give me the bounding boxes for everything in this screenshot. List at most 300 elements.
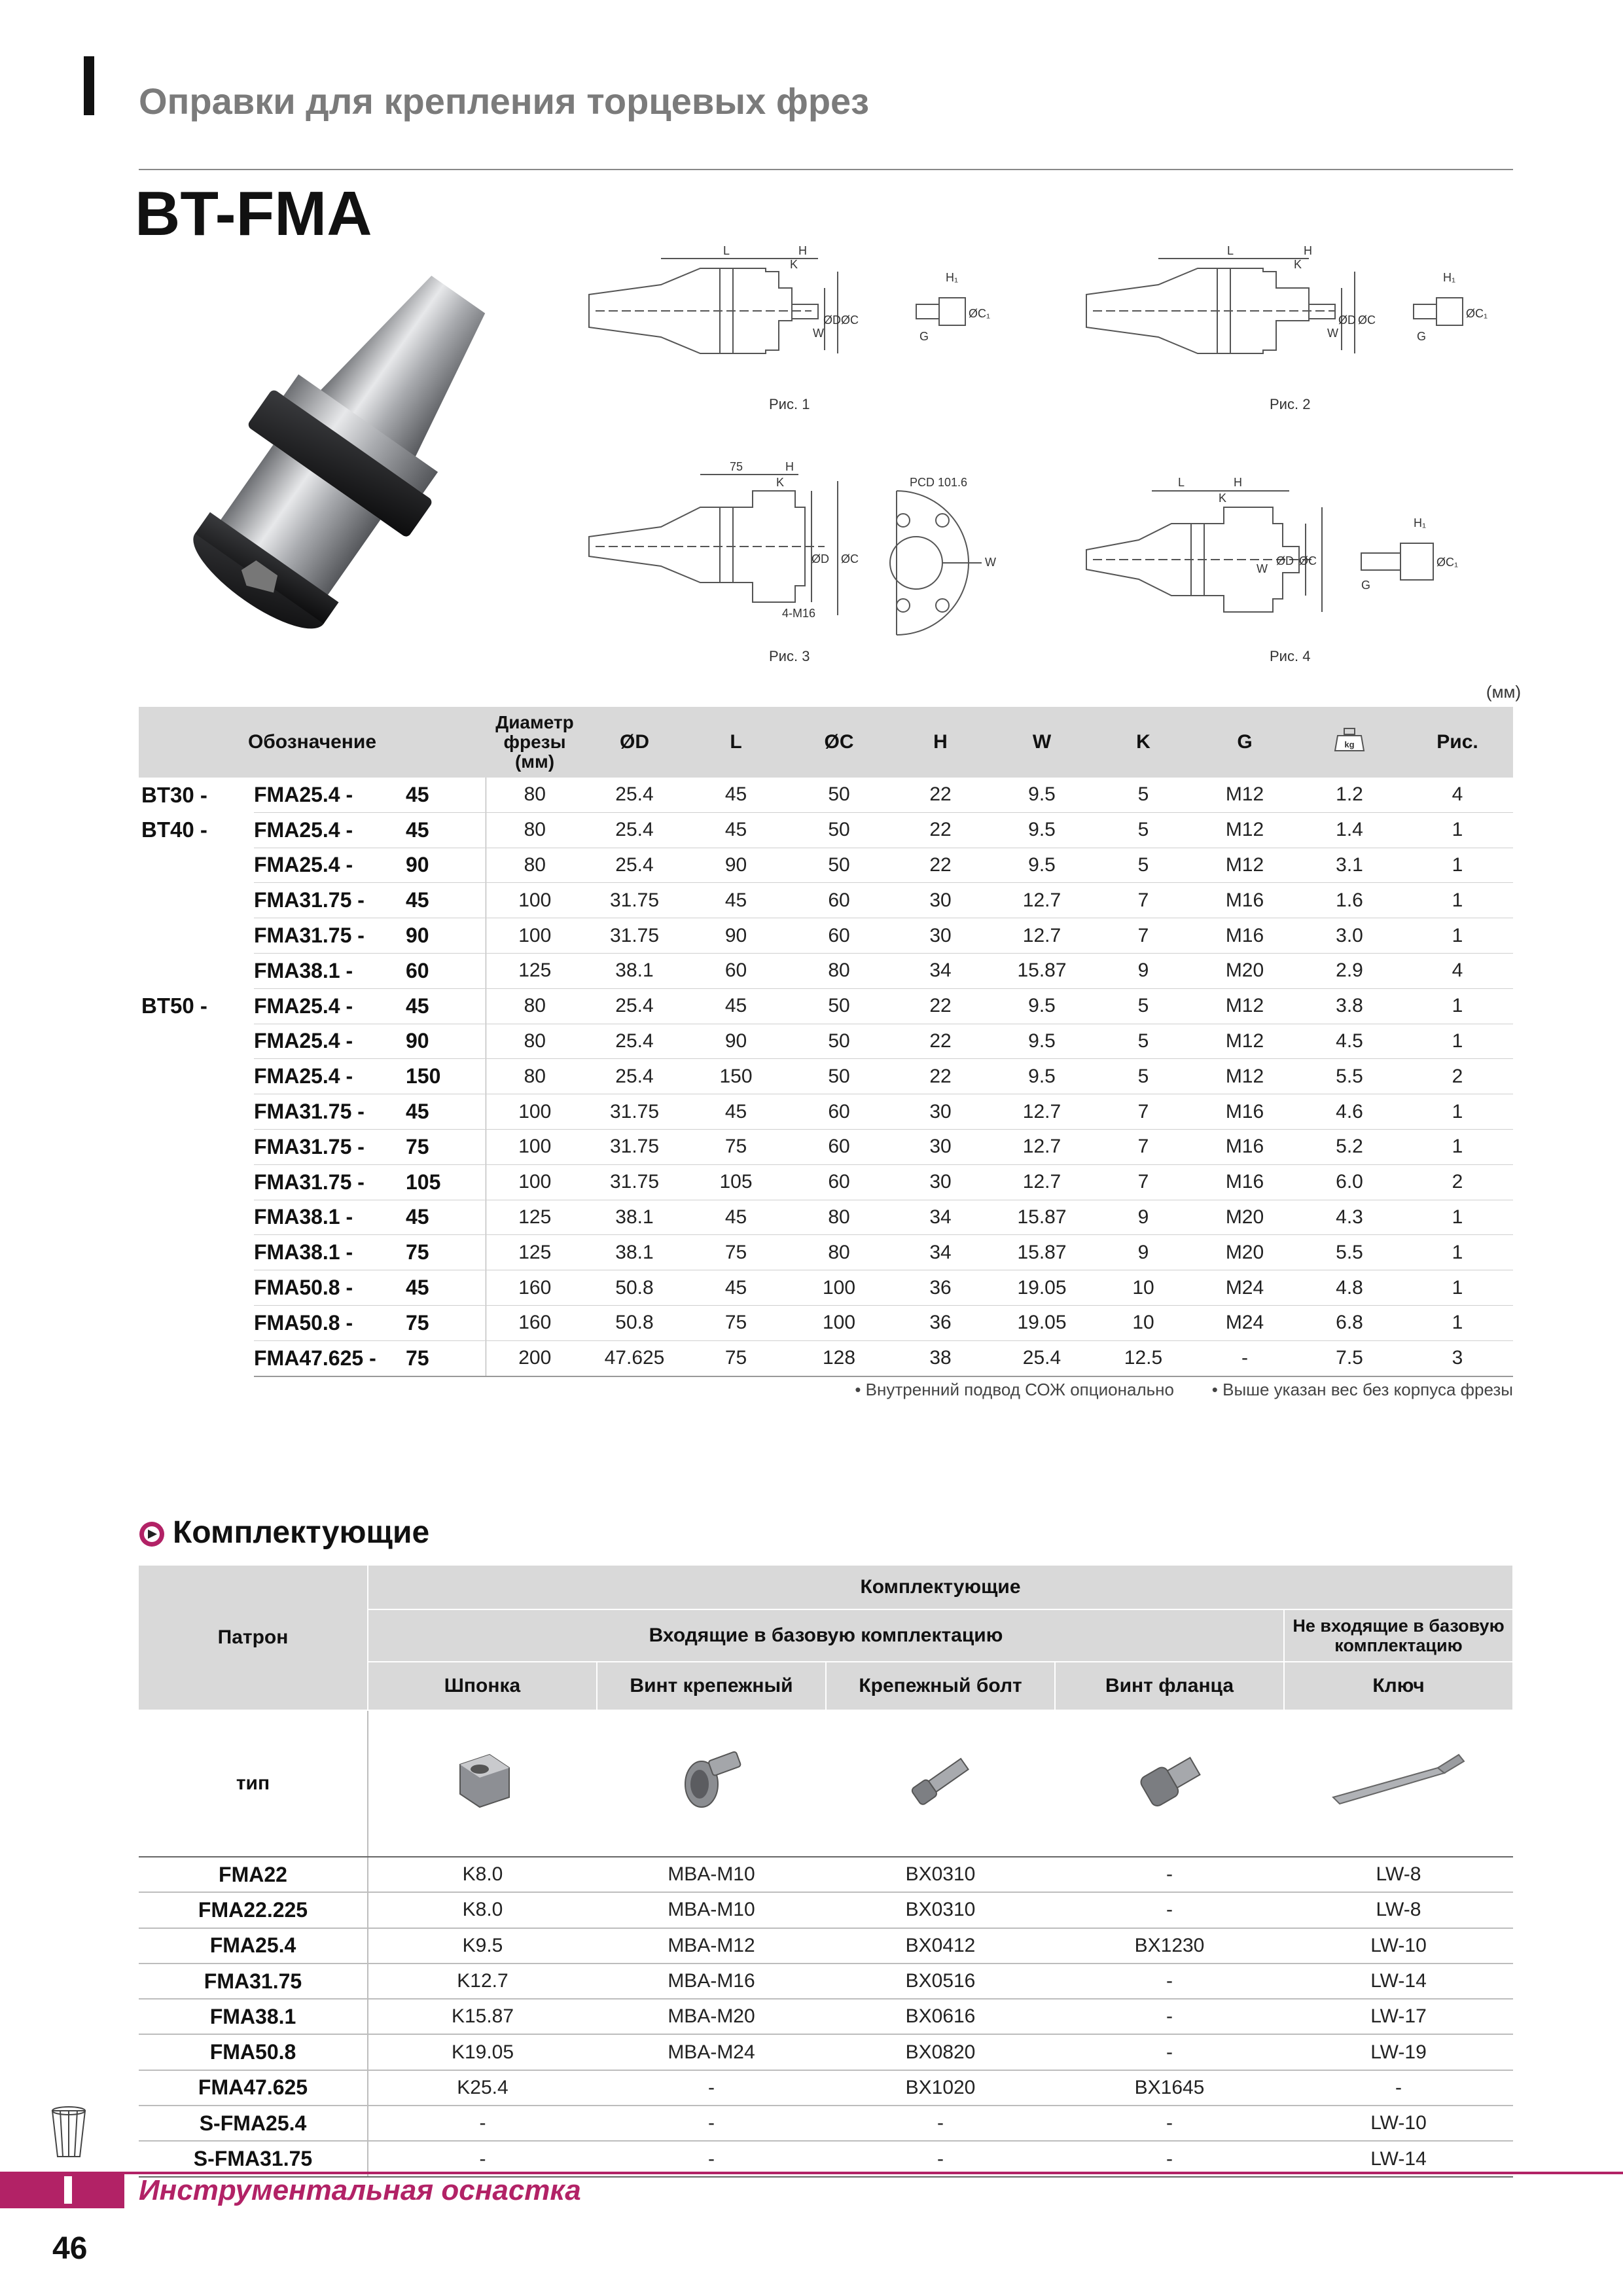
spec-row	[139, 918, 1513, 954]
spec-cell-w: 12.7	[990, 1094, 1094, 1130]
spec-cell-fig: 1	[1402, 1200, 1513, 1235]
spec-cell-d: 31.75	[584, 1164, 685, 1200]
spec-cell-kg: 3.1	[1297, 848, 1402, 883]
spec-cell-k: 12.5	[1094, 1340, 1192, 1376]
spec-code: FMA31.75 -	[254, 918, 406, 954]
spec-cell-k: 7	[1094, 883, 1192, 918]
fig3-label-m: 4-M16	[782, 607, 816, 620]
accessory-cell-wrench: LW-17	[1284, 1999, 1513, 2034]
fig3-label-w: W	[985, 556, 996, 569]
spec-series	[139, 1200, 254, 1235]
col-w: W	[990, 707, 1094, 778]
spec-cell-l: 75	[685, 1129, 787, 1164]
accessory-cell-wrench: LW-14	[1284, 2141, 1513, 2176]
fig1-label-w: W	[813, 327, 824, 340]
spec-cell-c: 60	[787, 1094, 891, 1130]
footer-section-marker	[64, 2176, 72, 2204]
fig4-label-w: W	[1257, 562, 1268, 575]
fig3-label-k: K	[776, 476, 785, 489]
accessory-cell-wrench: LW-8	[1284, 1857, 1513, 1892]
spec-cell-diam: 125	[486, 953, 584, 988]
spec-length-code: 45	[406, 988, 486, 1024]
col-g: G	[1192, 707, 1297, 778]
spec-cell-k: 7	[1094, 1094, 1192, 1130]
spec-cell-diam: 160	[486, 1305, 584, 1340]
spec-cell-w: 15.87	[990, 1235, 1094, 1270]
drawing-fig-4	[1073, 461, 1518, 664]
col-k: K	[1094, 707, 1192, 778]
spec-cell-g: M12	[1192, 1059, 1297, 1094]
accessory-row	[139, 1857, 1513, 1892]
spec-length-code: 105	[406, 1164, 486, 1200]
spec-code: FMA38.1 -	[254, 1235, 406, 1270]
spec-cell-g: M20	[1192, 1200, 1297, 1235]
spec-cell-d: 25.4	[584, 848, 685, 883]
spec-table	[139, 707, 1513, 1377]
accessory-cell-wrench: LW-14	[1284, 1964, 1513, 1999]
spec-cell-h: 36	[891, 1270, 990, 1306]
spec-cell-kg: 2.9	[1297, 953, 1402, 988]
fig1-label-c: ØC	[841, 314, 859, 327]
spec-cell-kg: 4.3	[1297, 1200, 1402, 1235]
spec-cell-g: M16	[1192, 1094, 1297, 1130]
spec-cell-l: 150	[685, 1059, 787, 1094]
accessory-cell-screw: -	[597, 2070, 826, 2106]
spec-cell-diam: 160	[486, 1270, 584, 1306]
col-designation: Обозначение	[139, 707, 486, 778]
fig2-label-c1: ØC₁	[1466, 307, 1488, 320]
spec-cell-kg: 1.4	[1297, 812, 1402, 848]
spec-series: BT40 -	[141, 817, 207, 842]
spec-cell-g: M20	[1192, 953, 1297, 988]
spec-row	[139, 883, 1513, 918]
accessory-cell-key: -	[368, 2106, 597, 2141]
accessory-cell-screw: MBA-M20	[597, 1999, 826, 2034]
spec-cell-c: 50	[787, 848, 891, 883]
spec-cell-w: 9.5	[990, 778, 1094, 812]
spec-cell-c: 50	[787, 1059, 891, 1094]
spec-cell-h: 36	[891, 1305, 990, 1340]
spec-cell-g: M24	[1192, 1270, 1297, 1306]
accessory-cell-bolt: BX0412	[826, 1928, 1055, 1964]
accessory-cell-flange: BX1230	[1055, 1928, 1284, 1964]
spec-cell-c: 80	[787, 953, 891, 988]
accessories-title: Комплектующие	[173, 1515, 430, 1550]
spec-cell-d: 31.75	[584, 1129, 685, 1164]
spec-cell-h: 22	[891, 778, 990, 812]
footer-tab	[0, 2172, 124, 2208]
spec-row	[139, 1164, 1513, 1200]
spec-cell-h: 34	[891, 1235, 990, 1270]
spec-cell-w: 15.87	[990, 1200, 1094, 1235]
spec-cell-kg: 5.5	[1297, 1059, 1402, 1094]
spec-cell-k: 9	[1094, 953, 1192, 988]
accessory-holder: FMA47.625	[139, 2070, 368, 2106]
accessory-cell-bolt: BX0310	[826, 1892, 1055, 1928]
spec-code: FMA25.4 -	[254, 848, 406, 883]
fig3-label-pcd: PCD 101.6	[910, 476, 968, 489]
spec-cell-c: 80	[787, 1200, 891, 1235]
spec-cell-fig: 1	[1402, 848, 1513, 883]
spec-series	[139, 953, 254, 988]
spec-series	[139, 1340, 254, 1376]
spec-cell-kg: 7.5	[1297, 1340, 1402, 1376]
spec-cell-diam: 80	[486, 848, 584, 883]
weight-icon-label: kg	[1344, 740, 1355, 749]
spec-cell-h: 30	[891, 1129, 990, 1164]
spec-cell-d: 25.4	[584, 1059, 685, 1094]
spec-code: FMA31.75 -	[254, 883, 406, 918]
spec-code: FMA25.4 -	[254, 988, 406, 1024]
spec-cell-l: 45	[685, 1270, 787, 1306]
spec-cell-g: M24	[1192, 1305, 1297, 1340]
spec-cell-kg: 1.6	[1297, 883, 1402, 918]
accessory-cell-flange: -	[1055, 1892, 1284, 1928]
spec-cell-l: 90	[685, 1024, 787, 1059]
spec-cell-d: 25.4	[584, 988, 685, 1024]
accessory-holder: FMA25.4	[139, 1928, 368, 1964]
spec-cell-diam: 80	[486, 812, 584, 848]
spec-cell-l: 45	[685, 1200, 787, 1235]
spec-series	[139, 883, 254, 918]
spec-cell-h: 22	[891, 988, 990, 1024]
spec-cell-l: 45	[685, 812, 787, 848]
col-included: Входящие в базовую комплектацию	[368, 1609, 1284, 1662]
spec-length-code: 45	[406, 1094, 486, 1130]
spec-row	[139, 778, 1513, 812]
fig4-label-d: ØD	[1276, 554, 1294, 567]
spec-length-code: 45	[406, 812, 486, 848]
accessory-row	[139, 1999, 1513, 2034]
accessory-holder: FMA22.225	[139, 1892, 368, 1928]
accessory-holder: FMA50.8	[139, 2034, 368, 2070]
spec-cell-fig: 1	[1402, 1305, 1513, 1340]
bolt-icon	[901, 1742, 980, 1820]
accessory-cell-flange: -	[1055, 2141, 1284, 2176]
accessory-cell-flange: -	[1055, 1964, 1284, 1999]
fig3-label-d: ØD	[812, 552, 829, 565]
spec-cell-d: 47.625	[584, 1340, 685, 1376]
spec-cell-fig: 1	[1402, 1024, 1513, 1059]
spec-cell-h: 34	[891, 953, 990, 988]
spec-cell-w: 9.5	[990, 1024, 1094, 1059]
col-l: L	[685, 707, 787, 778]
spec-cell-l: 90	[685, 918, 787, 954]
drawing-fig-2	[1073, 232, 1518, 412]
spec-cell-d: 25.4	[584, 1024, 685, 1059]
spec-length-code: 75	[406, 1305, 486, 1340]
spec-cell-fig: 4	[1402, 953, 1513, 988]
spec-cell-k: 5	[1094, 988, 1192, 1024]
spec-length-code: 90	[406, 1024, 486, 1059]
fig2-label-d: ØD	[1338, 314, 1356, 327]
spec-cell-l: 90	[685, 848, 787, 883]
spec-cell-fig: 2	[1402, 1164, 1513, 1200]
accessory-cell-screw: -	[597, 2141, 826, 2176]
fig2-label-w: W	[1327, 327, 1338, 340]
spec-series	[139, 1270, 254, 1306]
accessory-cell-key: K15.87	[368, 1999, 597, 2034]
spec-cell-kg: 4.8	[1297, 1270, 1402, 1306]
spec-series	[139, 848, 254, 883]
spec-cell-g: M16	[1192, 1164, 1297, 1200]
spec-cell-k: 10	[1094, 1270, 1192, 1306]
accessory-cell-wrench: LW-10	[1284, 2106, 1513, 2141]
accessory-cell-flange: -	[1055, 1857, 1284, 1892]
spec-cell-w: 9.5	[990, 1059, 1094, 1094]
screw-icon	[672, 1742, 751, 1820]
spec-cell-w: 9.5	[990, 848, 1094, 883]
spec-cell-h: 30	[891, 883, 990, 918]
fig3-caption: Рис. 3	[769, 648, 810, 664]
accessory-holder: FMA38.1	[139, 1999, 368, 2034]
spec-cell-kg: 4.5	[1297, 1024, 1402, 1059]
accessory-cell-bolt: BX0820	[826, 2034, 1055, 2070]
spec-row	[139, 1270, 1513, 1306]
spec-cell-diam: 80	[486, 1024, 584, 1059]
spec-cell-fig: 1	[1402, 1129, 1513, 1164]
spec-cell-h: 22	[891, 812, 990, 848]
spec-cell-w: 12.7	[990, 1129, 1094, 1164]
flange-screw-image	[1055, 1710, 1284, 1857]
spec-cell-d: 31.75	[584, 918, 685, 954]
spec-length-code: 45	[406, 883, 486, 918]
spec-cell-h: 34	[891, 1200, 990, 1235]
drawing-fig-1	[576, 232, 1021, 412]
fig3-label-c: ØC	[841, 552, 859, 565]
spec-cell-c: 50	[787, 1024, 891, 1059]
accessory-cell-bolt: BX1020	[826, 2070, 1055, 2106]
accessories-table	[139, 1564, 1514, 2178]
spec-cell-g: M16	[1192, 1129, 1297, 1164]
accessory-cell-screw: MBA-M12	[597, 1928, 826, 1964]
accessory-cell-screw: MBA-M16	[597, 1964, 826, 1999]
accessory-cell-key: -	[368, 2141, 597, 2176]
spec-cell-c: 100	[787, 1270, 891, 1306]
fig4-label-k: K	[1219, 492, 1227, 505]
footer-section-title: Инструментальная оснастка	[139, 2174, 581, 2206]
accessory-cell-flange: -	[1055, 1999, 1284, 2034]
spec-cell-fig: 1	[1402, 1094, 1513, 1130]
col-h: H	[891, 707, 990, 778]
spec-cell-w: 19.05	[990, 1305, 1094, 1340]
spec-cell-fig: 3	[1402, 1340, 1513, 1376]
spec-length-code: 75	[406, 1340, 486, 1376]
fig2-label-h1: H₁	[1443, 271, 1456, 284]
col-weight	[1297, 707, 1402, 778]
spec-cell-g: M12	[1192, 778, 1297, 812]
accessory-cell-key: K19.05	[368, 2034, 597, 2070]
spec-cell-g: M12	[1192, 848, 1297, 883]
spec-cell-c: 60	[787, 1164, 891, 1200]
spec-cell-diam: 125	[486, 1235, 584, 1270]
spec-cell-l: 75	[685, 1235, 787, 1270]
spec-series	[139, 1305, 254, 1340]
accessory-cell-wrench: LW-10	[1284, 1928, 1513, 1964]
spec-cell-diam: 100	[486, 1129, 584, 1164]
spec-cell-w: 12.7	[990, 918, 1094, 954]
spec-row	[139, 953, 1513, 988]
spec-cell-g: M16	[1192, 883, 1297, 918]
accessory-holder: FMA22	[139, 1857, 368, 1892]
col-bolt: Крепежный болт	[826, 1662, 1055, 1710]
spec-cell-k: 7	[1094, 1164, 1192, 1200]
fig4-caption: Рис. 4	[1270, 648, 1311, 664]
page-number: 46	[52, 2231, 88, 2266]
spec-cell-h: 22	[891, 1024, 990, 1059]
key-slot-image	[368, 1710, 597, 1857]
spec-series	[139, 918, 254, 954]
spec-row	[139, 1129, 1513, 1164]
spec-length-code: 45	[406, 778, 486, 812]
spec-code: FMA25.4 -	[254, 812, 406, 848]
accessory-cell-key: K9.5	[368, 1928, 597, 1964]
col-not-included: Не входящие в базовую комплектацию	[1284, 1609, 1513, 1662]
accessory-row	[139, 1964, 1513, 1999]
spec-length-code: 90	[406, 848, 486, 883]
spec-cell-d: 50.8	[584, 1270, 685, 1306]
header-divider	[139, 169, 1513, 170]
spec-cell-k: 5	[1094, 1059, 1192, 1094]
spec-cell-l: 45	[685, 883, 787, 918]
spec-cell-fig: 1	[1402, 1270, 1513, 1306]
spec-row	[139, 1235, 1513, 1270]
spec-code: FMA25.4 -	[254, 1024, 406, 1059]
spec-cell-d: 31.75	[584, 883, 685, 918]
spec-cell-h: 30	[891, 918, 990, 954]
accessory-cell-screw: MBA-M10	[597, 1857, 826, 1892]
accessory-cell-wrench: LW-8	[1284, 1892, 1513, 1928]
spec-code: FMA31.75 -	[254, 1164, 406, 1200]
fig4-label-h: H	[1234, 476, 1242, 489]
spec-code: FMA50.8 -	[254, 1270, 406, 1306]
spec-cell-h: 30	[891, 1094, 990, 1130]
flange-screw-icon	[1130, 1742, 1209, 1820]
spec-cell-k: 9	[1094, 1200, 1192, 1235]
fig1-label-h1: H₁	[946, 271, 959, 284]
units-label: (мм)	[1486, 682, 1521, 702]
fig1-label-c1: ØC₁	[969, 307, 991, 320]
spec-code: FMA31.75 -	[254, 1094, 406, 1130]
accessory-cell-wrench: LW-19	[1284, 2034, 1513, 2070]
spec-row	[139, 1059, 1513, 1094]
fig1-label-l: L	[723, 244, 730, 257]
spec-cell-kg: 3.8	[1297, 988, 1402, 1024]
arrow-circle-icon	[139, 1521, 165, 1547]
fig1-label-k: K	[790, 258, 798, 271]
spec-length-code: 75	[406, 1129, 486, 1164]
spec-cell-g: -	[1192, 1340, 1297, 1376]
key-slot-icon	[444, 1742, 522, 1820]
spec-cell-kg: 3.0	[1297, 918, 1402, 954]
accessory-holder: S-FMA25.4	[139, 2106, 368, 2141]
spec-cell-diam: 100	[486, 918, 584, 954]
fig1-caption: Рис. 1	[769, 396, 810, 412]
spec-row	[139, 988, 1513, 1024]
accessory-cell-wrench: -	[1284, 2070, 1513, 2106]
spec-row	[139, 1340, 1513, 1376]
spec-cell-diam: 80	[486, 988, 584, 1024]
accessory-cell-bolt: BX0310	[826, 1857, 1055, 1892]
table-notes	[805, 1380, 1513, 1400]
diam-line-2: фрезы	[503, 732, 566, 752]
spec-cell-c: 80	[787, 1235, 891, 1270]
fig2-caption: Рис. 2	[1270, 396, 1311, 412]
accessory-cell-flange: -	[1055, 2106, 1284, 2141]
spec-length-code: 45	[406, 1270, 486, 1306]
fig1-label-h: H	[798, 244, 807, 257]
accessory-cell-bolt: BX0516	[826, 1964, 1055, 1999]
weight-icon	[1334, 726, 1365, 753]
spec-code: FMA25.4 -	[254, 778, 406, 812]
spec-length-code: 150	[406, 1059, 486, 1094]
note-weight: • Выше указан вес без корпуса фрезы	[1211, 1380, 1513, 1399]
spec-series	[139, 1235, 254, 1270]
spec-cell-c: 100	[787, 1305, 891, 1340]
spec-cell-d: 25.4	[584, 812, 685, 848]
spec-cell-d: 25.4	[584, 778, 685, 812]
spec-cell-diam: 125	[486, 1200, 584, 1235]
spec-cell-c: 50	[787, 812, 891, 848]
accessory-row	[139, 2070, 1513, 2106]
spec-cell-kg: 5.5	[1297, 1235, 1402, 1270]
spec-cell-diam: 80	[486, 1059, 584, 1094]
fig2-label-h: H	[1304, 244, 1312, 257]
fig2-label-g: G	[1417, 330, 1427, 343]
spec-cell-k: 10	[1094, 1305, 1192, 1340]
accessory-row	[139, 1892, 1513, 1928]
spec-series	[139, 1024, 254, 1059]
accessory-cell-screw: -	[597, 2106, 826, 2141]
spec-code: FMA31.75 -	[254, 1129, 406, 1164]
fig3-label-h: H	[785, 460, 794, 473]
spec-cell-k: 5	[1094, 848, 1192, 883]
fig4-label-l: L	[1178, 476, 1185, 489]
spec-cell-d: 50.8	[584, 1305, 685, 1340]
col-wrench: Ключ	[1284, 1662, 1513, 1710]
spec-cell-l: 45	[685, 778, 787, 812]
fig2-label-l: L	[1227, 244, 1234, 257]
spec-cell-w: 9.5	[990, 812, 1094, 848]
spec-cell-c: 60	[787, 918, 891, 954]
spec-cell-d: 38.1	[584, 1235, 685, 1270]
spec-cell-k: 9	[1094, 1235, 1192, 1270]
spec-cell-w: 12.7	[990, 1164, 1094, 1200]
fig2-label-k: K	[1294, 258, 1302, 271]
accessory-row	[139, 2106, 1513, 2141]
wrench-image	[1284, 1710, 1513, 1857]
col-flange-screw: Винт фланца	[1055, 1662, 1284, 1710]
accessory-cell-bolt: BX0616	[826, 1999, 1055, 2034]
spec-code: FMA25.4 -	[254, 1059, 406, 1094]
spec-code: FMA38.1 -	[254, 1200, 406, 1235]
accessory-row	[139, 1928, 1513, 1964]
page-title: Оправки для крепления торцевых фрез	[139, 81, 870, 122]
spec-cell-fig: 1	[1402, 1235, 1513, 1270]
spec-cell-h: 38	[891, 1340, 990, 1376]
spec-cell-g: M12	[1192, 812, 1297, 848]
spec-row	[139, 812, 1513, 848]
spec-cell-d: 38.1	[584, 953, 685, 988]
accessory-holder: FMA31.75	[139, 1964, 368, 1999]
spec-cell-h: 30	[891, 1164, 990, 1200]
spec-code: FMA47.625 -	[254, 1340, 406, 1376]
col-cutter-diameter	[486, 707, 584, 778]
spec-cell-c: 128	[787, 1340, 891, 1376]
spec-cell-k: 7	[1094, 918, 1192, 954]
spec-cell-g: M20	[1192, 1235, 1297, 1270]
col-fig: Рис.	[1402, 707, 1513, 778]
